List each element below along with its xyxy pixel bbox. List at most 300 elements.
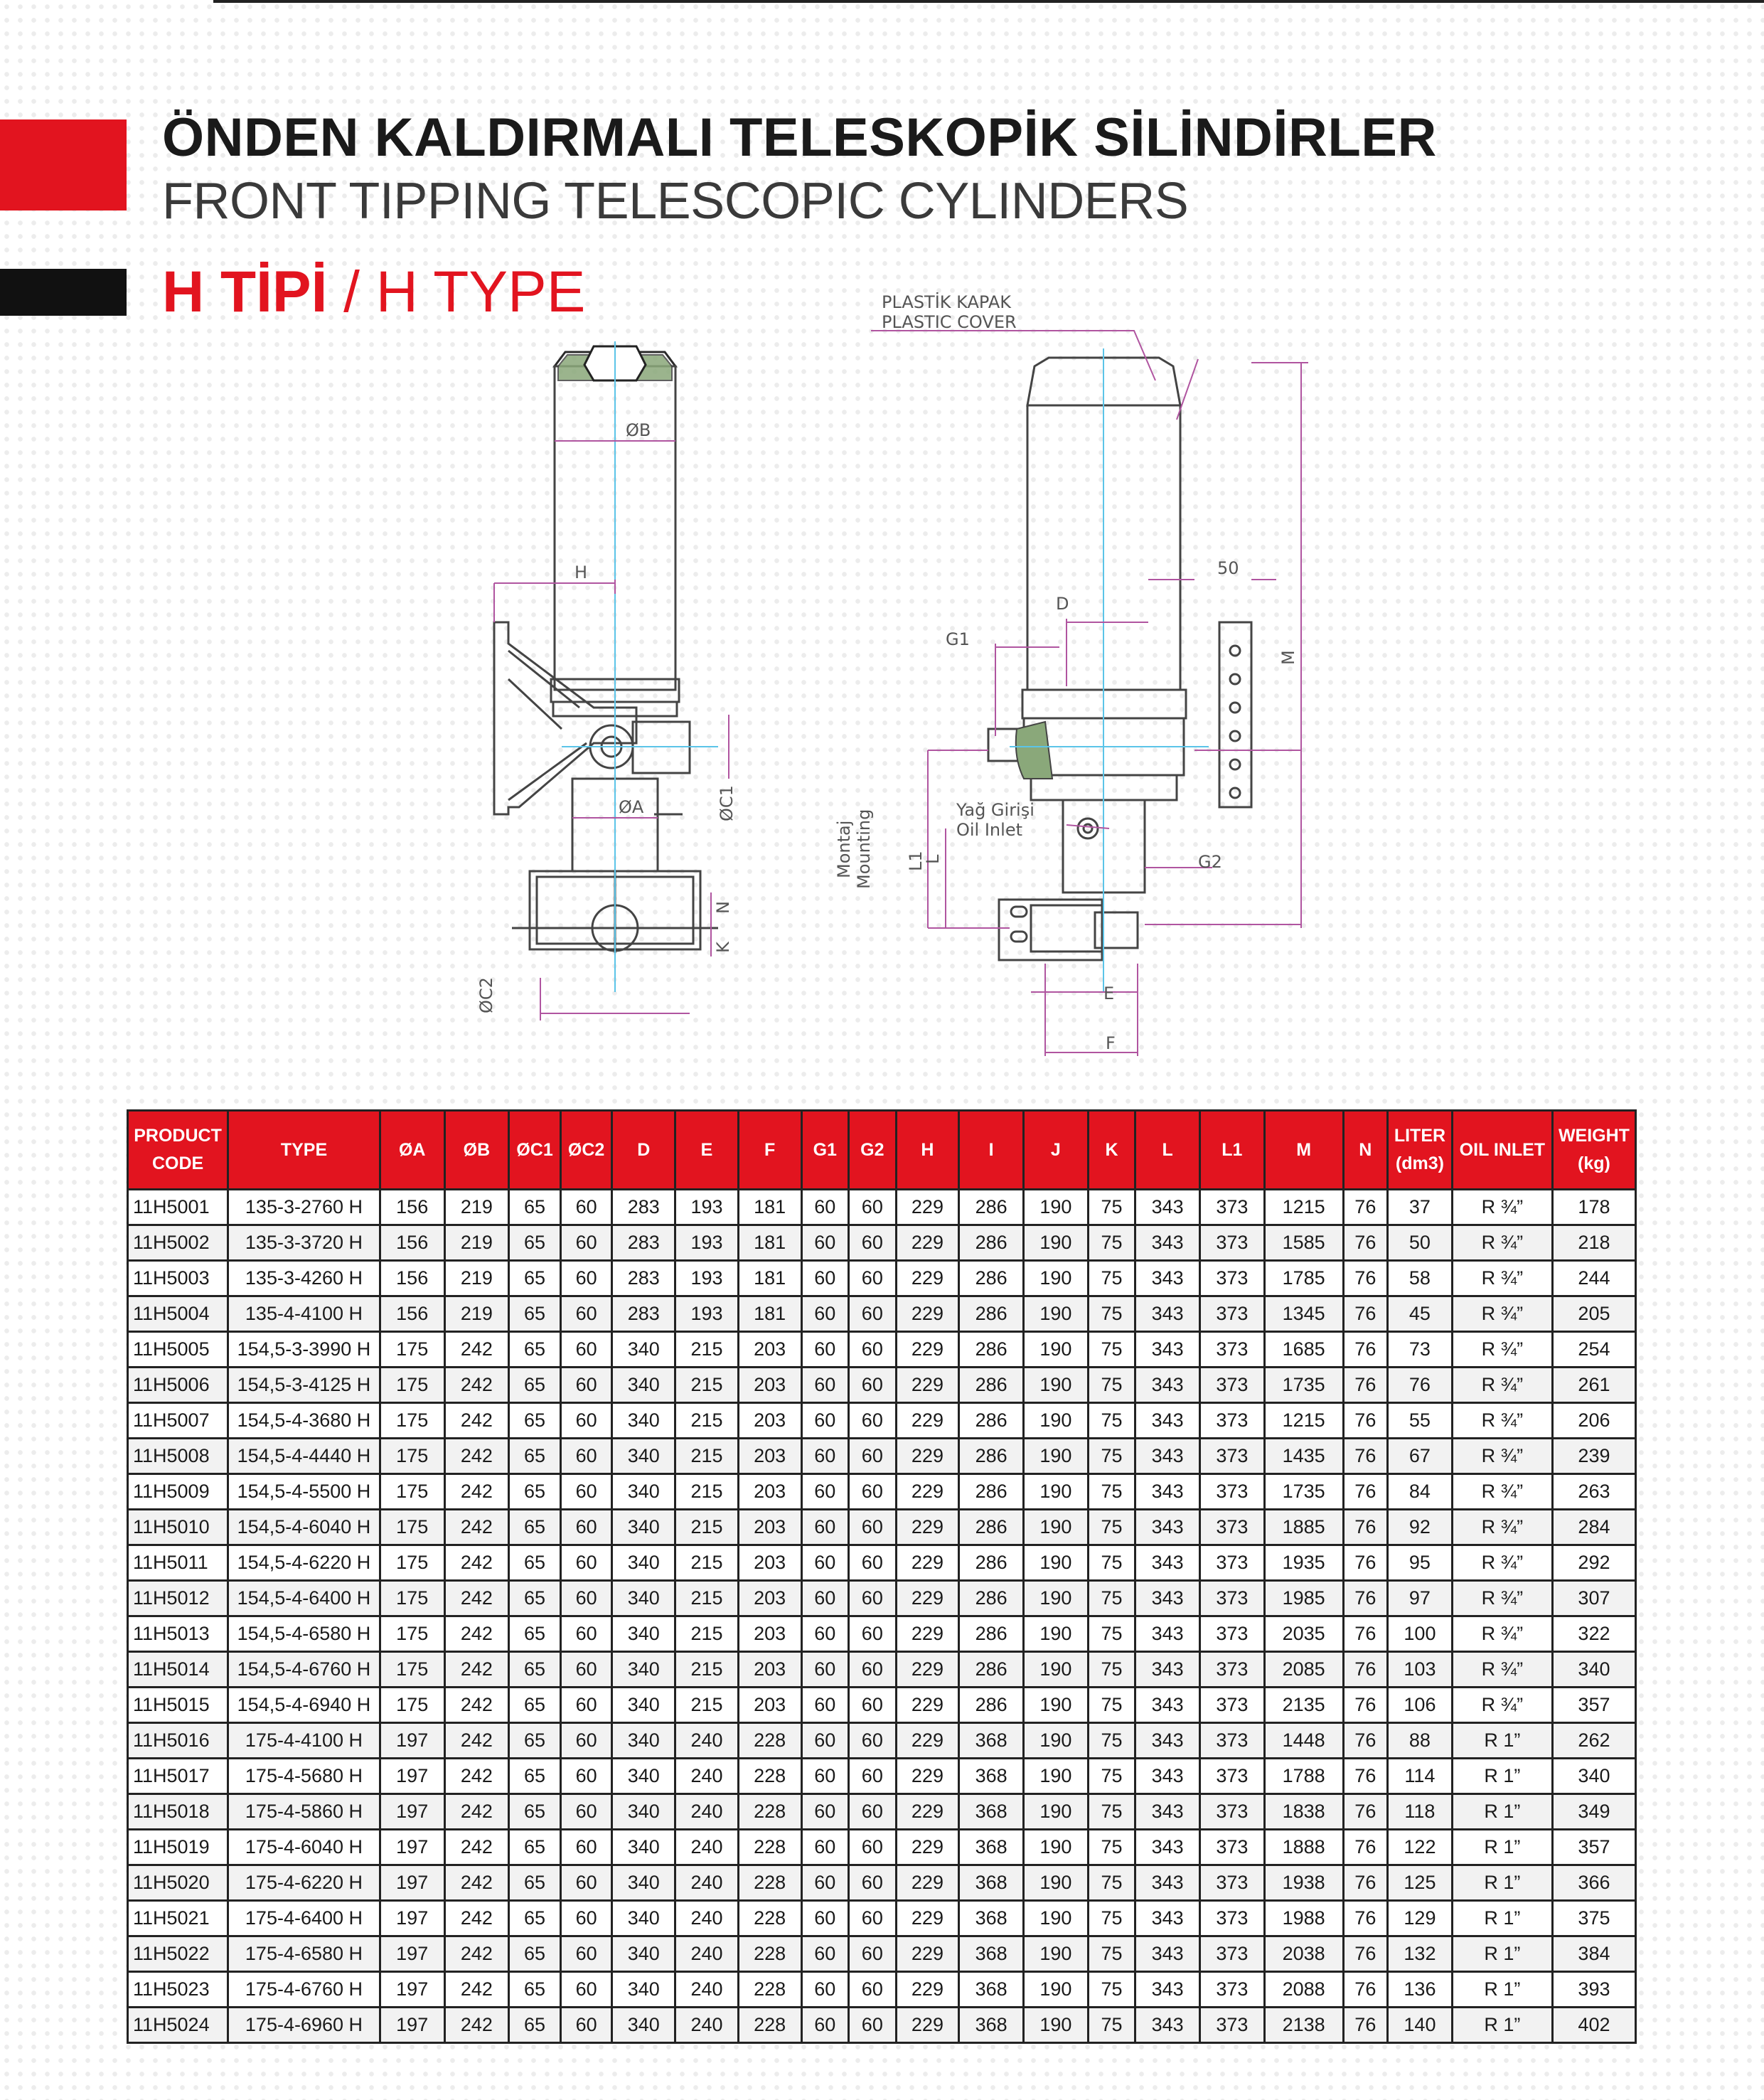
table-cell: 1838 — [1264, 1794, 1343, 1830]
table-cell: 215 — [675, 1332, 739, 1368]
table-cell: 215 — [675, 1616, 739, 1652]
table-cell: 76 — [1388, 1368, 1453, 1403]
product-code-cell: 11H5001 — [128, 1190, 228, 1225]
table-cell: 65 — [509, 1972, 561, 2008]
type-separator: / — [327, 260, 376, 324]
table-cell: 154,5-4-6220 H — [228, 1545, 380, 1581]
product-code-cell: 11H5008 — [128, 1439, 228, 1474]
black-accent-bar — [0, 269, 127, 316]
product-code-cell: 11H5022 — [128, 1936, 228, 1972]
table-cell: 190 — [1024, 1616, 1089, 1652]
table-cell: 154,5-4-4440 H — [228, 1439, 380, 1474]
table-cell: 75 — [1088, 1865, 1135, 1901]
table-cell: 190 — [1024, 1830, 1089, 1865]
table-cell: 67 — [1388, 1439, 1453, 1474]
table-cell: 340 — [612, 1652, 675, 1688]
table-row — [128, 1296, 1636, 1332]
top-rule — [213, 0, 1764, 3]
table-cell: 60 — [849, 1901, 897, 1936]
table-cell: 242 — [444, 1759, 509, 1794]
table-cell: 50 — [1388, 1225, 1453, 1261]
column-header — [128, 1111, 228, 1190]
column-header-text: PRODUCT — [134, 1126, 222, 1146]
table-cell: 229 — [896, 1439, 959, 1474]
table-cell: 65 — [509, 2008, 561, 2043]
table-cell: 283 — [612, 1296, 675, 1332]
table-cell: 76 — [1343, 2008, 1388, 2043]
table-cell: 76 — [1343, 1616, 1388, 1652]
table-cell: 343 — [1135, 1439, 1200, 1474]
table-cell: 229 — [896, 1652, 959, 1688]
table-cell: 75 — [1088, 1403, 1135, 1439]
table-cell: 229 — [896, 1936, 959, 1972]
table-cell: 1735 — [1264, 1368, 1343, 1403]
table-cell: 76 — [1343, 1936, 1388, 1972]
plastic-cover-label-en: PLASTIC COVER — [882, 312, 1017, 332]
table-cell: 283 — [612, 1261, 675, 1296]
table-cell: 75 — [1088, 1439, 1135, 1474]
column-header — [1199, 1111, 1264, 1190]
table-cell: 60 — [801, 1865, 849, 1901]
spec-table-container — [127, 1109, 1637, 2044]
table-cell: 60 — [560, 1759, 612, 1794]
column-header — [675, 1111, 739, 1190]
column-header-text: TYPE — [280, 1139, 328, 1160]
table-cell: 60 — [849, 1794, 897, 1830]
table-cell: 206 — [1552, 1403, 1635, 1439]
table-cell: 2135 — [1264, 1688, 1343, 1723]
table-cell: 1448 — [1264, 1723, 1343, 1759]
column-header — [849, 1111, 897, 1190]
table-cell: 65 — [509, 1474, 561, 1510]
table-cell: 175-4-6960 H — [228, 2008, 380, 2043]
table-cell: 373 — [1199, 1581, 1264, 1616]
table-cell: 229 — [896, 2008, 959, 2043]
table-cell: 1685 — [1264, 1332, 1343, 1368]
table-cell: 263 — [1552, 1474, 1635, 1510]
table-cell: 2088 — [1264, 1972, 1343, 2008]
table-cell: 190 — [1024, 1794, 1089, 1830]
table-cell: 343 — [1135, 1368, 1200, 1403]
table-cell: 286 — [959, 1403, 1024, 1439]
table-cell: 340 — [612, 1439, 675, 1474]
table-cell: 373 — [1199, 1368, 1264, 1403]
table-cell: 283 — [612, 1225, 675, 1261]
table-cell: 228 — [738, 2008, 801, 2043]
table-cell: 60 — [849, 1759, 897, 1794]
table-cell: 373 — [1199, 1474, 1264, 1510]
column-header — [380, 1111, 444, 1190]
table-cell: 65 — [509, 1688, 561, 1723]
table-cell: 75 — [1088, 1368, 1135, 1403]
product-code-cell: 11H5010 — [128, 1510, 228, 1545]
table-cell: 75 — [1088, 1688, 1135, 1723]
product-code-cell: 11H5003 — [128, 1261, 228, 1296]
type-turkish: H TİPİ — [162, 260, 328, 324]
table-cell: 340 — [612, 1403, 675, 1439]
column-header-text: K — [1105, 1139, 1118, 1160]
table-cell: 368 — [959, 1865, 1024, 1901]
table-cell: 60 — [849, 1581, 897, 1616]
table-cell: 240 — [675, 2008, 739, 2043]
table-cell: 373 — [1199, 1865, 1264, 1901]
table-cell: 343 — [1135, 1723, 1200, 1759]
table-cell: 340 — [612, 1794, 675, 1830]
table-cell: 175 — [380, 1616, 444, 1652]
table-cell: 340 — [612, 1688, 675, 1723]
table-row — [128, 1225, 1636, 1261]
table-cell: 60 — [801, 1474, 849, 1510]
table-cell: 228 — [738, 1794, 801, 1830]
table-cell: 60 — [801, 1368, 849, 1403]
table-cell: 340 — [612, 1865, 675, 1901]
product-code-cell: 11H5023 — [128, 1972, 228, 2008]
table-cell: 343 — [1135, 1972, 1200, 2008]
table-cell: 154,5-4-6040 H — [228, 1510, 380, 1545]
table-cell: 190 — [1024, 1368, 1089, 1403]
table-cell: 286 — [959, 1261, 1024, 1296]
table-cell: 60 — [801, 1190, 849, 1225]
table-cell: 75 — [1088, 1794, 1135, 1830]
table-cell: 197 — [380, 1830, 444, 1865]
table-cell: R 1” — [1452, 1830, 1552, 1865]
table-cell: 76 — [1343, 1403, 1388, 1439]
table-cell: 156 — [380, 1296, 444, 1332]
table-cell: 60 — [849, 1545, 897, 1581]
type-english: H TYPE — [375, 260, 586, 324]
table-cell: 203 — [738, 1474, 801, 1510]
table-cell: 75 — [1088, 1332, 1135, 1368]
table-cell: 75 — [1088, 1759, 1135, 1794]
table-cell: 60 — [849, 1261, 897, 1296]
table-cell: 60 — [560, 1830, 612, 1865]
table-cell: 76 — [1343, 1652, 1388, 1688]
table-cell: 215 — [675, 1368, 739, 1403]
table-cell: 242 — [444, 1865, 509, 1901]
column-header — [1388, 1111, 1453, 1190]
table-cell: 203 — [738, 1332, 801, 1368]
table-cell: 343 — [1135, 1474, 1200, 1510]
table-row — [128, 1616, 1636, 1652]
table-cell: 190 — [1024, 1865, 1089, 1901]
table-cell: 262 — [1552, 1723, 1635, 1759]
table-cell: 240 — [675, 1759, 739, 1794]
table-cell: 2035 — [1264, 1616, 1343, 1652]
table-cell: 190 — [1024, 1545, 1089, 1581]
table-cell: 122 — [1388, 1830, 1453, 1865]
table-cell: 100 — [1388, 1616, 1453, 1652]
table-cell: 154,5-4-6760 H — [228, 1652, 380, 1688]
table-cell: 343 — [1135, 1759, 1200, 1794]
table-cell: 97 — [1388, 1581, 1453, 1616]
table-cell: 37 — [1388, 1190, 1453, 1225]
table-cell: 76 — [1343, 1865, 1388, 1901]
table-cell: 242 — [444, 1688, 509, 1723]
table-cell: 75 — [1088, 1581, 1135, 1616]
dim-g1-label: G1 — [946, 629, 970, 649]
table-cell: 242 — [444, 1439, 509, 1474]
table-cell: 343 — [1135, 1545, 1200, 1581]
table-cell: 65 — [509, 1936, 561, 1972]
table-cell: 76 — [1343, 1368, 1388, 1403]
column-header — [560, 1111, 612, 1190]
table-cell: 60 — [801, 1261, 849, 1296]
table-cell: 340 — [612, 1474, 675, 1510]
table-cell: 343 — [1135, 1936, 1200, 1972]
table-cell: 76 — [1343, 1190, 1388, 1225]
table-cell: 60 — [560, 1474, 612, 1510]
table-cell: 340 — [612, 1936, 675, 1972]
table-row — [128, 1865, 1636, 1901]
table-cell: 60 — [849, 1368, 897, 1403]
table-cell: R ¾” — [1452, 1403, 1552, 1439]
table-cell: 373 — [1199, 1759, 1264, 1794]
table-cell: 368 — [959, 1901, 1024, 1936]
table-cell: 60 — [849, 1403, 897, 1439]
table-cell: 75 — [1088, 1510, 1135, 1545]
dim-m-label: M — [1278, 650, 1298, 665]
table-cell: 286 — [959, 1296, 1024, 1332]
table-cell: 373 — [1199, 1723, 1264, 1759]
table-cell: 60 — [849, 1865, 897, 1901]
mounting-label-tr: Montaj — [834, 820, 854, 878]
table-cell: 154,5-3-3990 H — [228, 1332, 380, 1368]
table-cell: 375 — [1552, 1901, 1635, 1936]
table-cell: 1435 — [1264, 1439, 1343, 1474]
table-cell: 286 — [959, 1332, 1024, 1368]
table-cell: 190 — [1024, 1261, 1089, 1296]
table-cell: 242 — [444, 1368, 509, 1403]
table-cell: 60 — [801, 1794, 849, 1830]
table-cell: 60 — [849, 1972, 897, 2008]
table-cell: 193 — [675, 1296, 739, 1332]
table-cell: 175-4-6400 H — [228, 1901, 380, 1936]
product-code-cell: 11H5004 — [128, 1296, 228, 1332]
table-cell: 229 — [896, 1759, 959, 1794]
table-cell: 60 — [560, 1368, 612, 1403]
column-header-text: M — [1296, 1139, 1312, 1160]
table-cell: 240 — [675, 1901, 739, 1936]
table-cell: 60 — [801, 1296, 849, 1332]
column-header-text: ØC2 — [567, 1139, 605, 1160]
table-cell: 322 — [1552, 1616, 1635, 1652]
table-cell: 190 — [1024, 1332, 1089, 1368]
column-header-text: G1 — [813, 1139, 837, 1160]
table-cell: 307 — [1552, 1581, 1635, 1616]
table-cell: 60 — [801, 1581, 849, 1616]
table-cell: 60 — [849, 1616, 897, 1652]
table-row — [128, 1972, 1636, 2008]
column-header — [1343, 1111, 1388, 1190]
table-cell: 229 — [896, 1545, 959, 1581]
product-code-cell: 11H5007 — [128, 1403, 228, 1439]
table-cell: 60 — [560, 1296, 612, 1332]
red-accent-bar — [0, 119, 127, 210]
table-cell: 65 — [509, 1261, 561, 1296]
table-cell: 357 — [1552, 1688, 1635, 1723]
table-cell: 135-3-2760 H — [228, 1190, 380, 1225]
product-code-cell: 11H5024 — [128, 2008, 228, 2043]
table-cell: 242 — [444, 1901, 509, 1936]
table-cell: 65 — [509, 1439, 561, 1474]
table-cell: 175-4-6220 H — [228, 1865, 380, 1901]
table-cell: 229 — [896, 1972, 959, 2008]
table-cell: 286 — [959, 1474, 1024, 1510]
title-turkish: ÖNDEN KALDIRMALI TELESKOPİK SİLİNDİRLER — [162, 107, 1437, 168]
oil-inlet-label-en: Oil Inlet — [956, 820, 1022, 840]
table-cell: 393 — [1552, 1972, 1635, 2008]
table-cell: 242 — [444, 1545, 509, 1581]
dim-b-label: ØB — [626, 420, 651, 440]
table-row — [128, 1368, 1636, 1403]
table-cell: 65 — [509, 1581, 561, 1616]
column-header-text: WEIGHT — [1558, 1126, 1630, 1146]
table-cell: 175-4-5680 H — [228, 1759, 380, 1794]
table-cell: 373 — [1199, 1688, 1264, 1723]
table-cell: 203 — [738, 1616, 801, 1652]
product-code-cell: 11H5012 — [128, 1581, 228, 1616]
table-cell: 402 — [1552, 2008, 1635, 2043]
table-cell: 1935 — [1264, 1545, 1343, 1581]
table-cell: R 1” — [1452, 1972, 1552, 2008]
table-cell: 340 — [612, 1581, 675, 1616]
table-cell: 286 — [959, 1439, 1024, 1474]
table-header-row — [128, 1111, 1636, 1190]
table-cell: 175 — [380, 1439, 444, 1474]
table-cell: 75 — [1088, 1723, 1135, 1759]
table-cell: 1788 — [1264, 1759, 1343, 1794]
title-english: FRONT TIPPING TELESCOPIC CYLINDERS — [162, 173, 1189, 230]
table-cell: 154,5-3-4125 H — [228, 1368, 380, 1403]
table-cell: 60 — [801, 1759, 849, 1794]
table-cell: 140 — [1388, 2008, 1453, 2043]
table-row — [128, 1794, 1636, 1830]
table-cell: 1345 — [1264, 1296, 1343, 1332]
oil-inlet-port — [1078, 819, 1098, 838]
table-cell: 373 — [1199, 1332, 1264, 1368]
table-cell: 228 — [738, 1865, 801, 1901]
column-header-text: ØA — [398, 1139, 426, 1160]
table-cell: 190 — [1024, 1403, 1089, 1439]
table-cell: 368 — [959, 1830, 1024, 1865]
table-cell: 197 — [380, 1936, 444, 1972]
table-cell: 190 — [1024, 1901, 1089, 1936]
table-cell: 65 — [509, 1368, 561, 1403]
table-cell: 228 — [738, 1723, 801, 1759]
table-cell: 76 — [1343, 1439, 1388, 1474]
table-cell: 106 — [1388, 1688, 1453, 1723]
table-cell: 60 — [801, 1439, 849, 1474]
table-row — [128, 1652, 1636, 1688]
table-cell: 175 — [380, 1581, 444, 1616]
table-cell: 175 — [380, 1545, 444, 1581]
table-cell: 60 — [849, 1652, 897, 1688]
oil-inlet-label-tr: Yağ Girişi — [956, 800, 1035, 820]
product-code-cell: 11H5019 — [128, 1830, 228, 1865]
table-cell: 75 — [1088, 1616, 1135, 1652]
table-cell: 190 — [1024, 1972, 1089, 2008]
table-cell: 136 — [1388, 1972, 1453, 2008]
table-cell: 76 — [1343, 1474, 1388, 1510]
table-cell: 1585 — [1264, 1225, 1343, 1261]
table-cell: 181 — [738, 1225, 801, 1261]
table-cell: 129 — [1388, 1901, 1453, 1936]
table-cell: 65 — [509, 1296, 561, 1332]
column-header-text: J — [1050, 1139, 1061, 1160]
dim-c2-label: ØC2 — [476, 977, 496, 1013]
table-row — [128, 1759, 1636, 1794]
table-cell: 286 — [959, 1510, 1024, 1545]
table-cell: 60 — [849, 1439, 897, 1474]
table-cell: 118 — [1388, 1794, 1453, 1830]
table-body — [128, 1190, 1636, 2043]
product-code-cell: 11H5018 — [128, 1794, 228, 1830]
table-row — [128, 1936, 1636, 1972]
table-cell: 75 — [1088, 1474, 1135, 1510]
table-cell: 242 — [444, 1581, 509, 1616]
table-cell: 373 — [1199, 1403, 1264, 1439]
table-cell: 373 — [1199, 1190, 1264, 1225]
product-code-cell: 11H5017 — [128, 1759, 228, 1794]
table-cell: 197 — [380, 1901, 444, 1936]
table-cell: 242 — [444, 1403, 509, 1439]
table-cell: 239 — [1552, 1439, 1635, 1474]
table-cell: 190 — [1024, 1759, 1089, 1794]
mounting-label-en: Mounting — [854, 809, 874, 889]
table-cell: 114 — [1388, 1759, 1453, 1794]
table-cell: 60 — [801, 1901, 849, 1936]
table-cell: 340 — [612, 1368, 675, 1403]
table-cell: 197 — [380, 1972, 444, 2008]
table-cell: 60 — [801, 1723, 849, 1759]
table-cell: R 1” — [1452, 1936, 1552, 1972]
product-code-cell: 11H5005 — [128, 1332, 228, 1368]
table-cell: 229 — [896, 1368, 959, 1403]
table-cell: 229 — [896, 1688, 959, 1723]
table-cell: 65 — [509, 1545, 561, 1581]
column-header — [959, 1111, 1024, 1190]
table-cell: 95 — [1388, 1545, 1453, 1581]
table-cell: 373 — [1199, 1510, 1264, 1545]
table-cell: R ¾” — [1452, 1545, 1552, 1581]
table-cell: 343 — [1135, 1830, 1200, 1865]
table-cell: 215 — [675, 1581, 739, 1616]
table-cell: 203 — [738, 1545, 801, 1581]
table-cell: 228 — [738, 1759, 801, 1794]
table-cell: 75 — [1088, 1545, 1135, 1581]
table-cell: 366 — [1552, 1865, 1635, 1901]
column-header-text: I — [988, 1139, 994, 1160]
table-cell: 219 — [444, 1296, 509, 1332]
product-code-cell: 11H5015 — [128, 1688, 228, 1723]
table-cell: 75 — [1088, 1901, 1135, 1936]
table-cell: 65 — [509, 1759, 561, 1794]
table-cell: R 1” — [1452, 1794, 1552, 1830]
column-header-text: L — [1162, 1139, 1173, 1160]
table-cell: 181 — [738, 1261, 801, 1296]
table-row — [128, 1439, 1636, 1474]
table-cell: 1888 — [1264, 1830, 1343, 1865]
table-cell: 197 — [380, 1723, 444, 1759]
table-cell: 156 — [380, 1261, 444, 1296]
dim-h-label: H — [574, 563, 588, 582]
table-cell: 218 — [1552, 1225, 1635, 1261]
table-cell: 242 — [444, 1510, 509, 1545]
table-cell: R ¾” — [1452, 1190, 1552, 1225]
table-cell: 76 — [1343, 1510, 1388, 1545]
table-cell: 229 — [896, 1830, 959, 1865]
table-cell: 1985 — [1264, 1581, 1343, 1616]
